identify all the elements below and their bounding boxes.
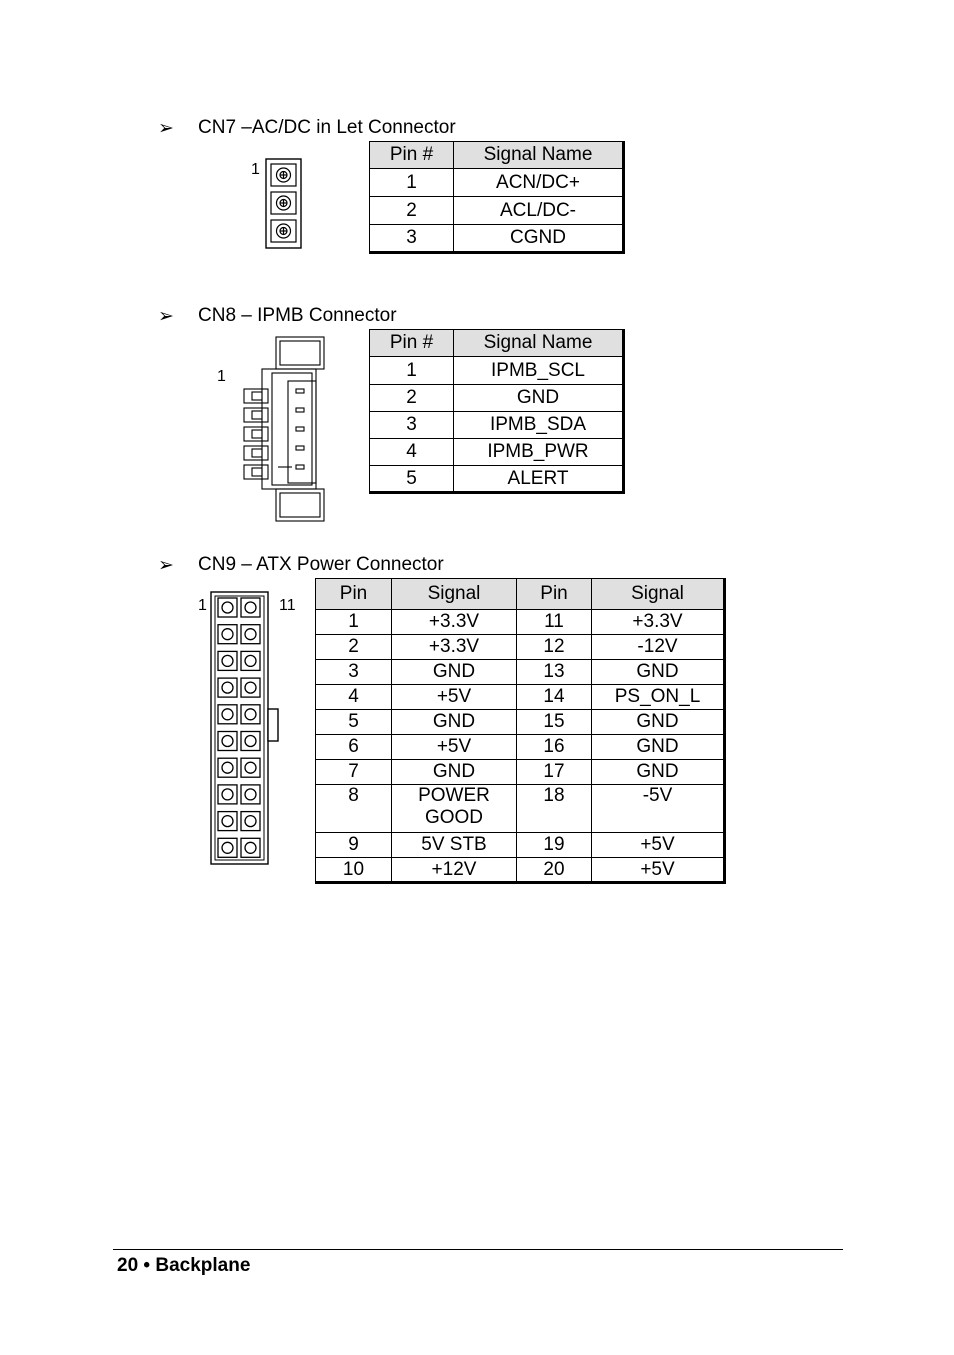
- table-row: [370, 385, 624, 412]
- table-row: [316, 685, 725, 710]
- table-row: [316, 858, 725, 883]
- table-row: [316, 785, 725, 833]
- pin-cell: 14: [517, 685, 592, 710]
- pin-cell: 7: [316, 760, 392, 785]
- cn9-pin-table: [315, 578, 726, 884]
- arrow-bullet-icon: ➢: [158, 306, 174, 327]
- pin-cell: 3: [370, 225, 454, 253]
- pin-cell: 15: [517, 710, 592, 735]
- pin-cell: 1: [316, 610, 392, 635]
- table-row: [370, 466, 624, 493]
- pin-cell: 20: [517, 858, 592, 883]
- pin-cell: 18: [517, 785, 592, 833]
- signal-cell: GND: [592, 760, 725, 785]
- table-row: [316, 635, 725, 660]
- signal-cell: +12V: [392, 858, 517, 883]
- table-row: [316, 610, 725, 635]
- header-signal-name: Signal Name: [454, 142, 624, 169]
- signal-cell: -5V: [592, 785, 725, 833]
- footer-bullet: •: [143, 1255, 151, 1276]
- table-header-row: [370, 142, 624, 169]
- cn7-title: CN7 –AC/DC in Let Connector: [198, 117, 456, 138]
- table-row: [316, 710, 725, 735]
- header-pin: Pin: [316, 579, 392, 610]
- signal-cell: PS_ON_L: [592, 685, 725, 710]
- pin-cell: 11: [517, 610, 592, 635]
- pin-cell: 10: [316, 858, 392, 883]
- cn8-pin-table: [369, 329, 625, 494]
- pin-cell: 6: [316, 735, 392, 760]
- header-pin: Pin #: [370, 142, 454, 169]
- cn7-connector-diagram: [264, 157, 304, 251]
- pin-cell: 2: [370, 385, 454, 412]
- arrow-bullet-icon: ➢: [158, 555, 174, 576]
- pin-cell: 12: [517, 635, 592, 660]
- pin-cell: 2: [370, 197, 454, 225]
- cn8-connector-diagram: [240, 335, 330, 525]
- signal-cell: GND: [392, 710, 517, 735]
- signal-cell: ALERT: [454, 466, 624, 493]
- pin-cell: 8: [316, 785, 392, 833]
- signal-cell: IPMB_PWR: [454, 439, 624, 466]
- signal-cell: +5V: [592, 858, 725, 883]
- cn8-pin1-label: 1: [217, 368, 226, 385]
- signal-cell: IPMB_SDA: [454, 412, 624, 439]
- pin-cell: 5: [370, 466, 454, 493]
- signal-cell: 5V STB: [392, 833, 517, 858]
- signal-cell: +3.3V: [392, 635, 517, 660]
- table-row: [370, 357, 624, 385]
- signal-cell: CGND: [454, 225, 624, 253]
- signal-cell: GND: [392, 760, 517, 785]
- table-row: [370, 225, 624, 253]
- header-signal: Signal: [392, 579, 517, 610]
- cn9-pin1-label: 1: [198, 597, 207, 614]
- cn8-title: CN8 – IPMB Connector: [198, 305, 397, 326]
- pin-cell: 9: [316, 833, 392, 858]
- pin-cell: 5: [316, 710, 392, 735]
- footer-divider: [113, 1249, 843, 1250]
- table-header-row: [316, 579, 725, 610]
- table-row: [316, 760, 725, 785]
- footer-section-name: Backplane: [155, 1255, 251, 1276]
- cn9-title: CN9 – ATX Power Connector: [198, 554, 444, 575]
- pin-cell: 4: [316, 685, 392, 710]
- cn7-pin1-label: 1: [251, 161, 260, 178]
- pin-cell: 16: [517, 735, 592, 760]
- signal-cell: GND: [592, 710, 725, 735]
- pin-cell: 4: [370, 439, 454, 466]
- signal-cell: +5V: [592, 833, 725, 858]
- page-footer: [117, 1255, 250, 1277]
- table-header-row: [370, 330, 624, 357]
- header-signal-name: Signal Name: [454, 330, 624, 357]
- cn9-pin11-label: 11: [279, 597, 296, 614]
- pin-cell: 3: [370, 412, 454, 439]
- signal-cell: +3.3V: [392, 610, 517, 635]
- pin-cell: 13: [517, 660, 592, 685]
- signal-cell: POWER GOOD: [392, 785, 517, 833]
- cn7-pin-table: [369, 141, 625, 254]
- arrow-bullet-icon: ➢: [158, 118, 174, 139]
- table-row: [316, 735, 725, 760]
- signal-cell: -12V: [592, 635, 725, 660]
- signal-cell: ACN/DC+: [454, 169, 624, 197]
- pin-cell: 2: [316, 635, 392, 660]
- table-row: [316, 660, 725, 685]
- signal-cell: +5V: [392, 685, 517, 710]
- table-row: [316, 833, 725, 858]
- cn9-connector-diagram: [210, 591, 282, 867]
- signal-cell: GND: [454, 385, 624, 412]
- signal-cell: GND: [592, 735, 725, 760]
- pin-cell: 17: [517, 760, 592, 785]
- header-signal: Signal: [592, 579, 725, 610]
- signal-cell: ACL/DC-: [454, 197, 624, 225]
- page-number: 20: [117, 1255, 139, 1276]
- pin-cell: 1: [370, 357, 454, 385]
- header-pin: Pin #: [370, 330, 454, 357]
- signal-cell: IPMB_SCL: [454, 357, 624, 385]
- signal-cell: +3.3V: [592, 610, 725, 635]
- table-row: [370, 412, 624, 439]
- signal-cell: GND: [592, 660, 725, 685]
- pin-cell: 19: [517, 833, 592, 858]
- table-row: [370, 197, 624, 225]
- header-pin: Pin: [517, 579, 592, 610]
- signal-cell: +5V: [392, 735, 517, 760]
- pin-cell: 3: [316, 660, 392, 685]
- signal-cell: GND: [392, 660, 517, 685]
- pin-cell: 1: [370, 169, 454, 197]
- table-row: [370, 439, 624, 466]
- table-row: [370, 169, 624, 197]
